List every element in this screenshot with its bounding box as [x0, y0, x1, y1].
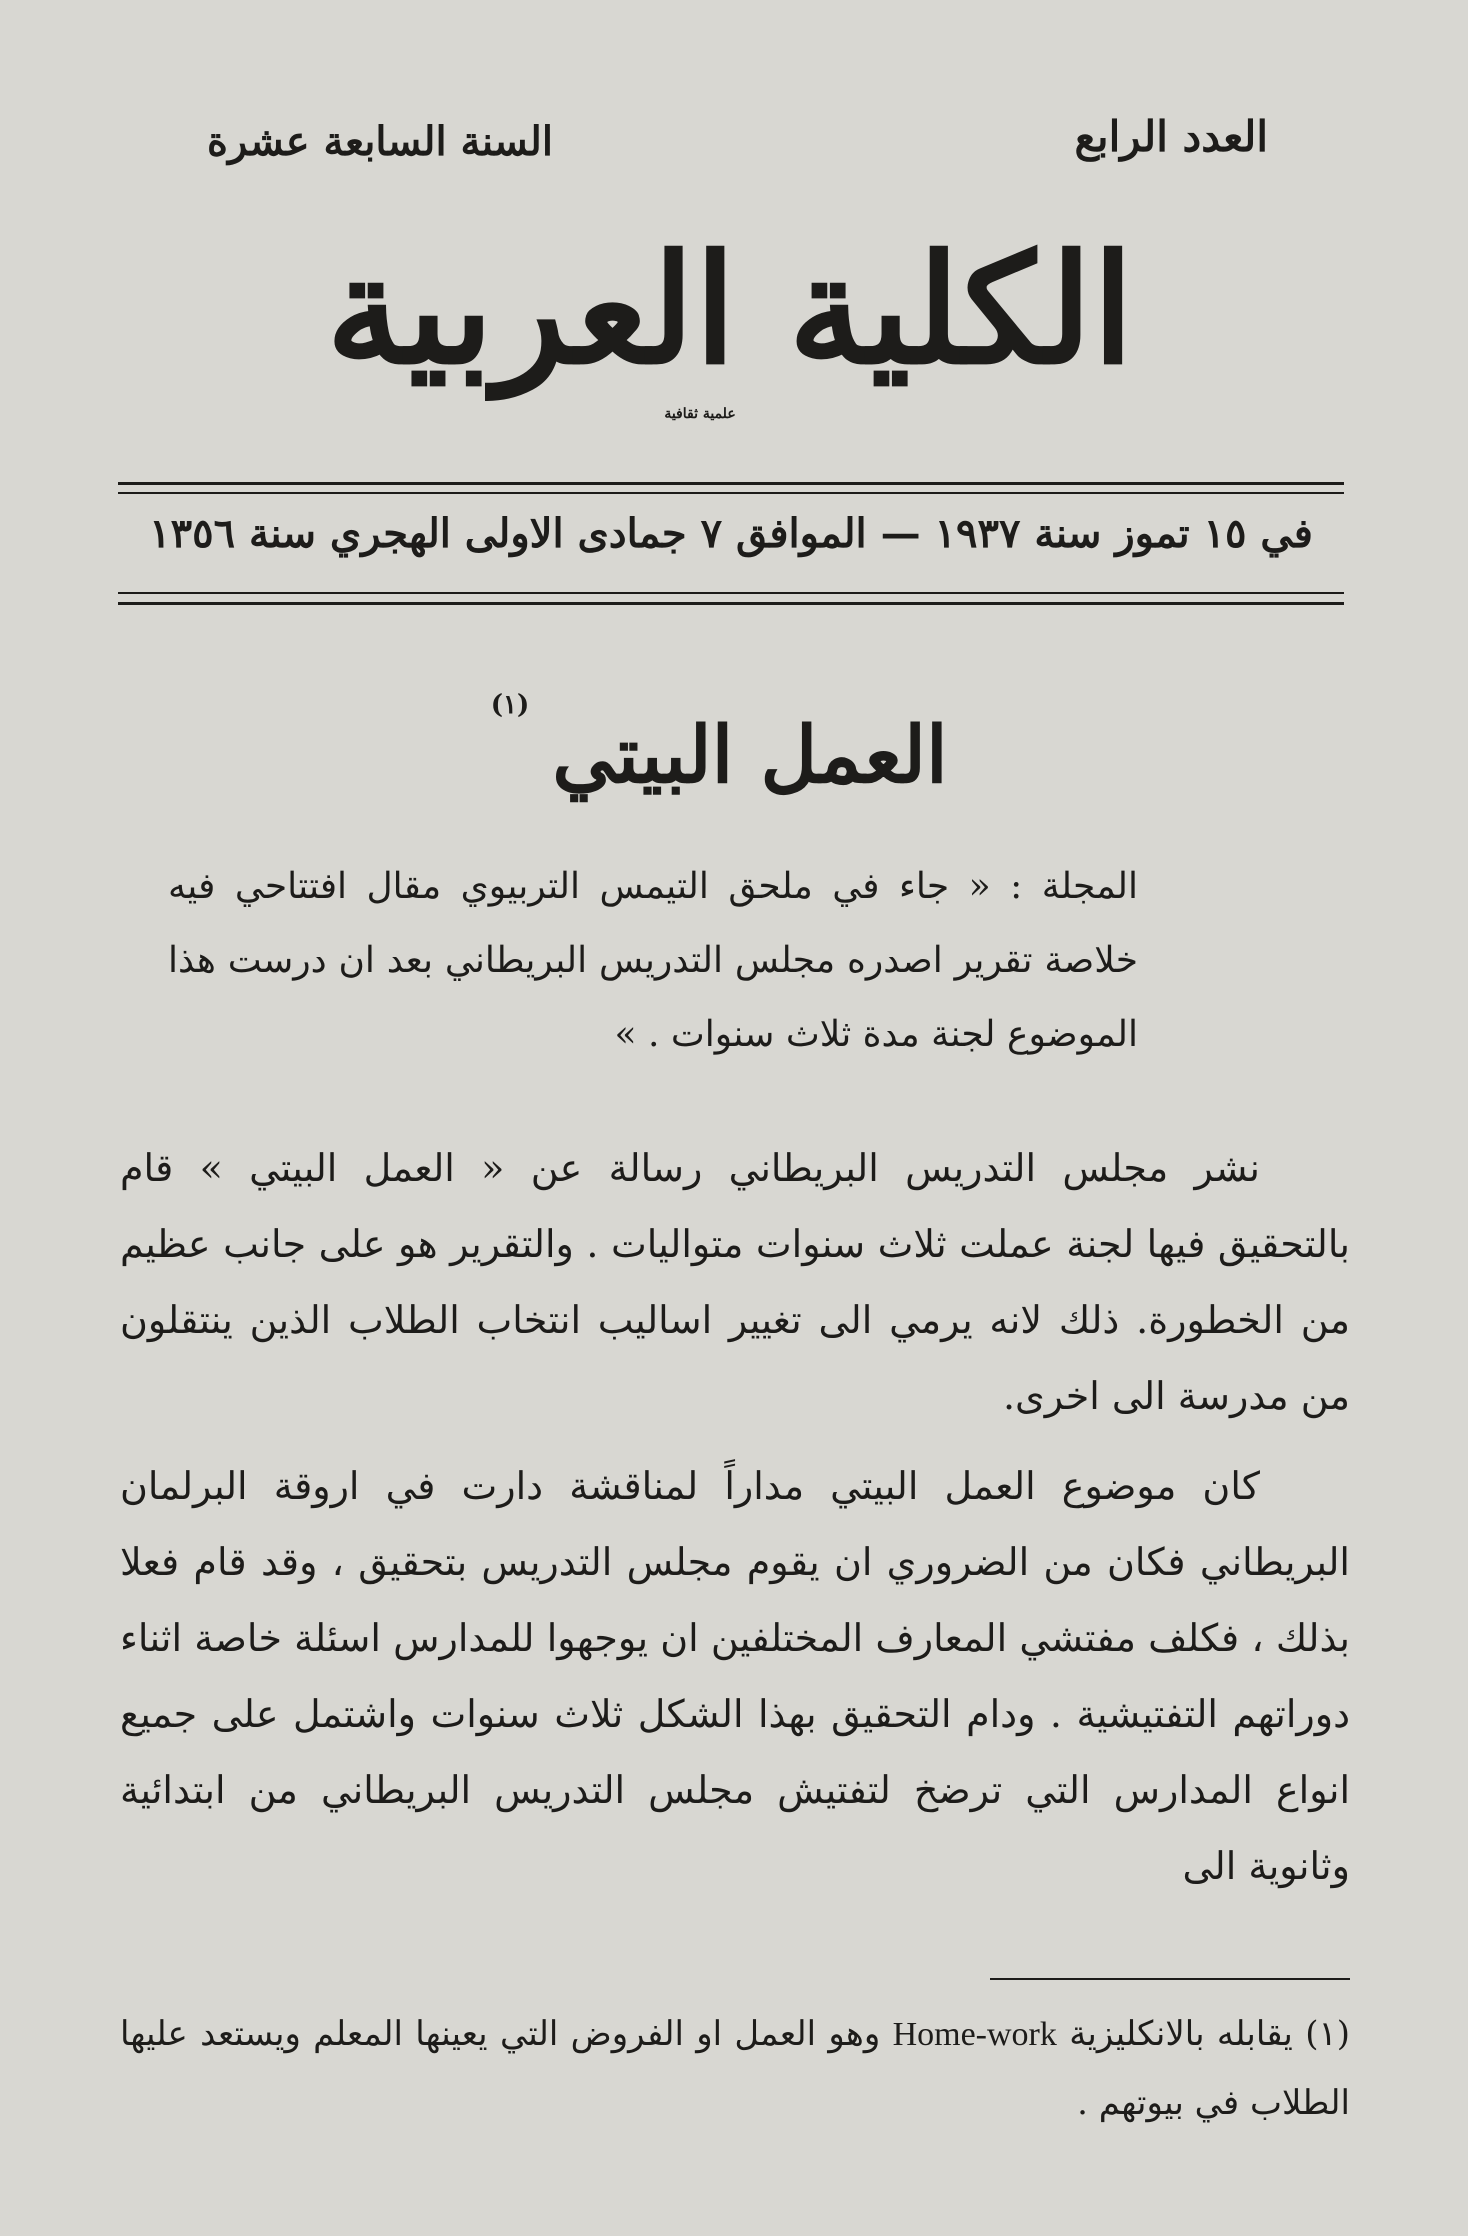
footnote-rule	[990, 1978, 1350, 1980]
header-rule-bottom-inner	[118, 592, 1344, 594]
footnote	[120, 2000, 1350, 2137]
footnote-marker: (١)	[1305, 2014, 1350, 2054]
header-rule-top-inner	[118, 492, 1344, 494]
article-lead: المجلة : « جاء في ملحق التيمس التربيوي مقال افتتاحي فيه خلاصة تقرير اصدره مجلس التدريس البريطاني بعد ان درست هذا الموضوع لجنة مدة ثلاث سنوات . »	[168, 866, 1138, 1055]
volume-year: السنة السابعة عشرة	[207, 118, 553, 165]
title-footnote-marker: (١)	[490, 690, 530, 720]
header-rule-top	[118, 482, 1344, 485]
issue-number: العدد الرابع	[1074, 112, 1268, 161]
article-title: العمل البيتي	[552, 710, 948, 801]
header-rule-bottom	[118, 602, 1344, 605]
footnote-text-before: يقابله بالانكليزية	[1069, 2014, 1293, 2054]
footnote-text-after: وهو العمل او الفروض التي يعينها المعلم ويستعد عليها الطلاب في بيوتهم .	[120, 2014, 1350, 2123]
article-paragraph-2: كان موضوع العمل البيتي مداراً لمناقشة دارت في اروقة البرلمان البريطاني فكان من الضروري ان يقوم مجلس التدريس بتحقيق ، وقد قام فعلا بذلك ، فكلف مفتشي المعارف المختلفين ان يوجهوا للمدارس اسئلة خاصة اثناء دوراتهم التفتيشية . ودام التحقيق بهذا الشكل ثلاث سنوات واشتمل على جميع انواع المدارس التي ترضخ لتفتيش مجلس التدريس البريطاني من ابتدائية وثانوية الى	[120, 1464, 1350, 1888]
masthead-subtitle: علمية ثقافية	[664, 406, 736, 422]
footnote-english-term: Home-work	[892, 2016, 1057, 2053]
dateline: في ١٥ تموز سنة ١٩٣٧ — الموافق ٧ جمادى الاولى الهجري سنة ١٣٥٦	[149, 510, 1313, 557]
masthead-title: الكلية العربية	[326, 222, 1134, 398]
article-paragraph-1: نشر مجلس التدريس البريطاني رسالة عن « العمل البيتي » قام بالتحقيق فيها لجنة عملت ثلاث سنوات متواليات . والتقرير هو على جانب عظيم من الخطورة. ذلك لانه يرمي الى تغيير اساليب انتخاب الطلاب الذين ينتقلون من مدرسة الى اخرى.	[120, 1146, 1350, 1418]
